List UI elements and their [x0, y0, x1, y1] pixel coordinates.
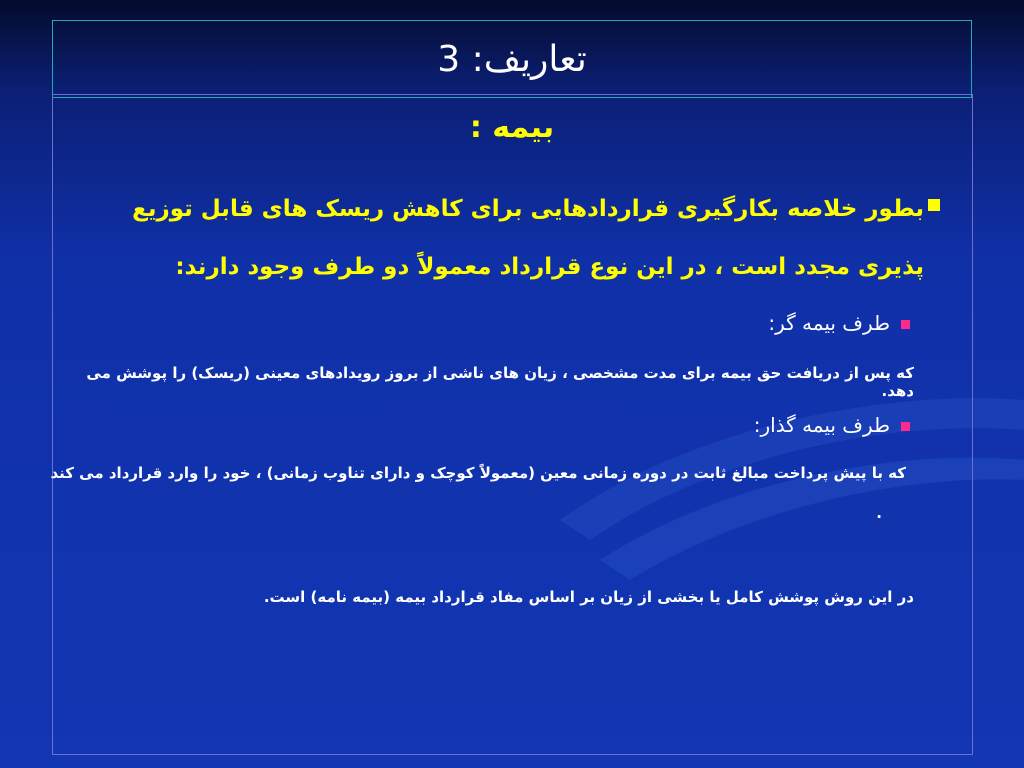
bullet-square-icon — [901, 320, 910, 329]
slide-title: تعاریف: 3 — [437, 38, 587, 80]
bullet-square-icon — [928, 199, 940, 211]
insured-label: طرف بیمه گذار: — [753, 413, 890, 437]
conclusion-text: در این روش پوشش کامل یا بخشی از زیان بر اساس مفاد قرارداد بیمه (بیمه نامه) است. — [263, 588, 914, 606]
insurer-label: طرف بیمه گر: — [768, 311, 890, 335]
main-bullet-text: بطور خلاصه بکارگیری قراردادهایی برای کاهش ریسک های قابل توزیع پذیری مجدد است ، در این نوع قرارداد معمولاً دو طرف وجود دارند: — [132, 196, 924, 280]
title-box — [52, 20, 972, 98]
section-heading: بیمه : — [469, 110, 555, 145]
main-bullet — [64, 180, 924, 296]
insurer-description: که پس از دریافت حق بیمه برای مدت مشخصی ، زیان های ناشی از بروز رویدادهای معینی (ریسک) را پوشش می دهد. — [86, 364, 914, 400]
insured-description-end: . — [876, 504, 882, 522]
insurer-bullet — [290, 311, 890, 335]
insured-description: که با پیش پرداخت مبالغ ثابت در دوره زمانی معین (معمولاً کوچک و دارای تناوب زمانی) ، خود را وارد قرارداد می کند — [50, 464, 906, 482]
insured-bullet — [290, 413, 890, 437]
bullet-square-icon — [901, 422, 910, 431]
